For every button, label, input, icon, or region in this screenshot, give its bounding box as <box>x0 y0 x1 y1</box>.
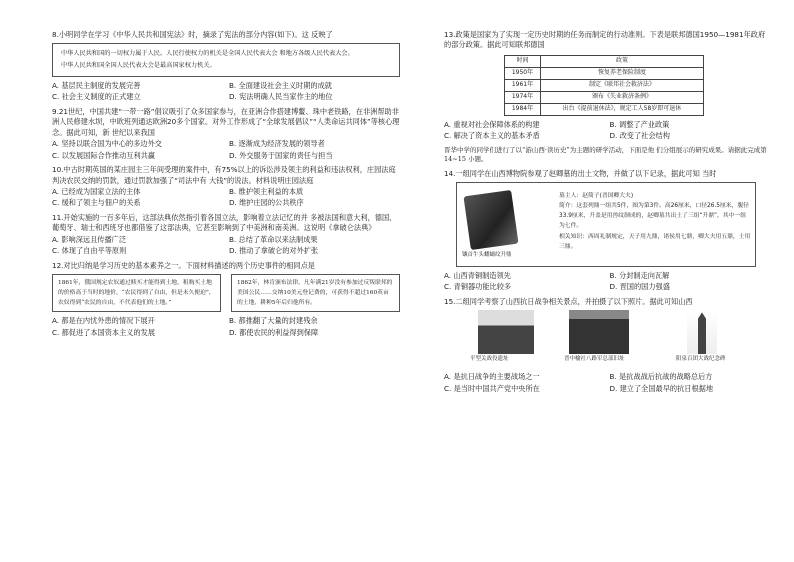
option-b[interactable]: B. 都推翻了大量的封建残余 <box>229 316 318 326</box>
photo-strip <box>444 310 769 370</box>
question-15-options <box>444 372 769 394</box>
table-cell-year: 1984年 <box>505 103 541 115</box>
option-c[interactable]: C. 以发展国际合作推动互利共赢 <box>52 150 156 160</box>
russia-1861-box: 1861年，俄国规定农奴通过赎买才能得到土地，租购买土地的价格高于当时的地价，“农民得到了自由，但是未久便迫”，农奴得到“农民的自由，不代表他们的土地。” <box>52 274 221 312</box>
question-11-stem: 11.开始实施的一百多年后，这部法典依然指引着各国立法，影响着立法记忆的并 多被法国和意大利，德国、葡萄牙、瑞士和西班牙也都借鉴了这部法典，它甚至影响到了中美洲和南美洲。这说明《拿破仑法典》 <box>52 212 397 233</box>
question-10-stem: 10.中古时期英国的某庄园主三年间受理的案件中，有75%以上的诉讼涉及领主的利益和违法权利，庄园法庭判决农民交纳的罚款，通过罚款加强了“司法中有 大钱”的说法。材料说明庄园法庭 <box>52 165 396 185</box>
question-10 <box>52 165 400 209</box>
table-header-time: 时间 <box>505 55 541 67</box>
option-b[interactable]: B. 分封制走向瓦解 <box>609 271 670 281</box>
option-b[interactable]: B. 总结了革命以来法制成果 <box>229 234 318 244</box>
option-b[interactable]: B. 调整了产业政策 <box>609 119 670 129</box>
photo-caption-2: 晋中榆社八路军总部旧址 <box>564 356 625 363</box>
option-a[interactable]: A. 已经成为国家立法的主体 <box>52 186 141 196</box>
left-column <box>52 30 400 342</box>
option-d[interactable]: D. 建立了全国最早的抗日根据地 <box>609 383 714 393</box>
question-8 <box>52 30 400 103</box>
question-12 <box>52 261 400 339</box>
excerpt-line-2: 中华人民共和国全国人民代表大会是最高国家权力机关。 <box>61 62 216 70</box>
option-d[interactable]: D. 改变了社会结构 <box>609 131 670 141</box>
monument-photo <box>687 310 717 354</box>
table-cell-year: 1961年 <box>505 79 541 91</box>
option-d[interactable]: D. 外交服务于国家的责任与担当 <box>229 150 333 160</box>
question-11 <box>52 213 400 257</box>
table-header-row <box>505 55 704 67</box>
question-9 <box>52 107 400 161</box>
bronze-ding-image <box>463 190 518 250</box>
usa-1862-box: 1862年，林肯颁布法律，凡年满21岁没有参加过反叛联邦的美国公民……交纳10美元登记费的，可获得不超过160英亩的土地，耕种5年后归他所有。 <box>231 274 400 312</box>
table-cell-policy: 恢复养老保险制度 <box>541 67 704 79</box>
question-15 <box>444 297 769 394</box>
option-b[interactable]: B. 逐渐成为经济发展的领导者 <box>229 139 325 149</box>
section-intro: 晋华中学的同学们进行了以“游山西·读历史”为主题的研学活动，下面是他 们分组展示的研究成果。请据此完成第14~15 小题。 <box>444 145 767 164</box>
option-d[interactable]: D. 都使农民的利益得到保障 <box>229 327 319 337</box>
table-header-policy: 政策 <box>541 55 704 67</box>
table-row <box>505 103 704 115</box>
excerpt-line-1: 中华人民共和国的一切权力属于人民。人民行使权力的机关是全国人民代表大会 和地方各级人民代表大会。 <box>61 50 354 58</box>
question-11-options <box>52 235 400 257</box>
question-8-stem: 8.小明同学在学习《中华人民共和国宪法》时，摘录了宪法的部分内容(如下)。这 反映了 <box>52 30 333 39</box>
table-cell-policy: 颁布《失业救济条例》 <box>541 91 704 103</box>
option-c[interactable]: C. 青铜器功能比较多 <box>444 282 512 292</box>
question-9-stem: 9.21世纪，中国共建“一带一路”倡议吸引了众多国家参与，在亚洲合作搭建博鳌、珠中老铁路，在非洲帮助非洲人民修建水坝，中欧班列通达欧洲20多个国家。对外工作形成了“全球发展倡议”“人类命运共同体”等核心理念。据此可知，新 世纪以来我国 <box>52 106 400 137</box>
option-a[interactable]: A. 重视对社会保障体系的构建 <box>444 119 540 129</box>
option-c[interactable]: C. 体现了自由平等原则 <box>52 246 127 256</box>
option-c[interactable]: C. 缓和了领主与佃户的关系 <box>52 198 141 208</box>
table-cell-policy: 制定《联邦社会救济法》 <box>541 79 704 91</box>
question-9-options <box>52 139 400 161</box>
question-14 <box>444 169 769 293</box>
relic-description <box>559 191 751 252</box>
constitution-excerpt-box <box>52 43 400 77</box>
question-13-stem: 13.政策是国家为了实现一定历史时期的任务而制定的行动准则。下表是联邦德国1950—1981年政府的部分政策。据此可知联邦德国 <box>444 30 766 50</box>
question-14-options <box>444 271 769 293</box>
option-d[interactable]: D. 宪法明确人民当家作主的地位 <box>229 92 333 102</box>
option-b[interactable]: B. 全面建设社会主义时期的成就 <box>229 81 332 90</box>
option-b[interactable]: B. 维护领主利益的本质 <box>229 186 304 196</box>
relic-record-box <box>456 182 756 267</box>
table-cell-year: 1950年 <box>505 67 541 79</box>
bronze-ding-caption: 镶首牛头蟠螭纹升鼎 <box>462 252 512 259</box>
question-10-options <box>52 187 400 209</box>
table-cell-year: 1974年 <box>505 91 541 103</box>
option-a[interactable]: A. 坚持以联合国为中心的多边外交 <box>52 139 162 149</box>
eighth-route-hq-photo <box>569 310 629 354</box>
photo-caption-1: 平型关战役遗址 <box>470 356 509 363</box>
option-a[interactable]: A. 都是在内忧外患的情况下展开 <box>52 316 155 326</box>
pingxingguan-photo <box>478 310 534 354</box>
relic-owner: 墓主人：赵简子(晋国卿大夫) <box>559 193 634 200</box>
question-14-stem: 14.一组同学在山西博物院参观了赵卿墓的出土文物，并做了以下记录，据此可知 当时 <box>444 168 717 178</box>
relic-intro: 简介：这套列鼎一组共5件，图为第3件。高26厘米，口径26.5厘米，腹径33.9厘米，升盖是用兽纹制成的，赵卿墓共出土了三组“升鼎”，其中一组为七件。 <box>559 203 749 230</box>
option-c[interactable]: C. 都促进了本国资本主义的发展 <box>52 327 156 337</box>
question-12-stem: 12.对比归纳是学习历史的基本素养之一。下面材料描述的两个历史事件的相同点是 <box>52 260 315 270</box>
photo-caption-3: 阳泉百团大战纪念碑 <box>676 356 726 363</box>
table-row <box>505 91 704 103</box>
option-a[interactable]: A. 是抗日战争的主要战场之一 <box>444 372 540 382</box>
question-8-options <box>52 81 400 103</box>
comparison-boxes <box>52 274 400 312</box>
option-c[interactable]: C. 解决了资本主义的基本矛盾 <box>444 131 540 141</box>
option-a[interactable]: A. 基层民主制度的发展完善 <box>52 81 141 90</box>
option-d[interactable]: D. 推动了拿破仑的对外扩张 <box>229 246 319 256</box>
relic-knowledge: 相关知识：西周礼制规定，天子用九鼎，诸侯用七鼎，卿大夫用五鼎，士用三鼎。 <box>559 233 751 250</box>
question-13-options <box>444 120 769 142</box>
table-cell-policy: 出台《提前退休法》，规定工人58岁即可退休 <box>541 103 704 115</box>
option-d[interactable]: D. 维护庄园的公共秩序 <box>229 198 304 208</box>
option-d[interactable]: D. 晋国的国力强盛 <box>609 282 670 292</box>
table-row <box>505 67 704 79</box>
option-c[interactable]: C. 是当时中国共产党中央所在 <box>444 383 540 393</box>
question-15-stem: 15.二组同学考察了山西抗日战争相关景点，并拍摄了以下照片。据此可知山西 <box>444 296 693 306</box>
option-c[interactable]: C. 社会主义制度的正式建立 <box>52 92 141 102</box>
policy-table <box>504 55 704 116</box>
question-13 <box>444 30 769 142</box>
table-row <box>505 79 704 91</box>
question-12-options <box>52 316 400 338</box>
option-a[interactable]: A. 影响深远且传播广泛 <box>52 234 127 244</box>
right-column <box>444 30 769 398</box>
option-a[interactable]: A. 山西青铜制造领先 <box>444 271 511 281</box>
option-b[interactable]: B. 是抗战战后抗战的战略总后方 <box>609 372 713 382</box>
